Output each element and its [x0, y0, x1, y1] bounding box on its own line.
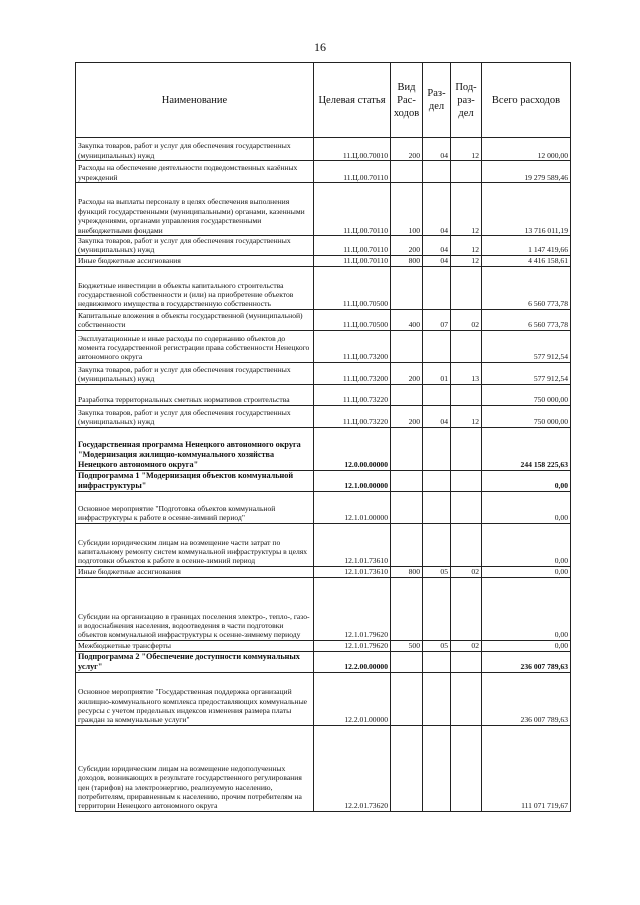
row-section [423, 427, 451, 470]
table-row [76, 672, 571, 725]
row-expense-type: 400 [391, 309, 423, 330]
row-name: Государственная программа Ненецкого автономного округа "Модернизация жилищно-коммунального хозяйства Ненецкого автономного округа" [76, 427, 314, 470]
row-total: 0,00 [482, 470, 571, 491]
row-name: Основное мероприятие "Подготовка объектов коммунальной инфраструктуры к работе в осенне-зимний период" [76, 491, 314, 523]
table-row [76, 330, 571, 362]
row-subsection [451, 672, 482, 725]
row-section: 01 [423, 362, 451, 384]
row-expense-type: 200 [391, 138, 423, 161]
row-subsection [451, 161, 482, 183]
row-name: Подпрограмма 2 "Обеспечение доступности коммунальных услуг" [76, 651, 314, 672]
row-target-article: 11.Ц.00.70500 [314, 309, 391, 330]
row-target-article: 11.Ц.00.70500 [314, 266, 391, 309]
table-row [76, 309, 571, 330]
table-row [76, 255, 571, 266]
row-subsection [451, 266, 482, 309]
row-total: 0,00 [482, 640, 571, 651]
row-section [423, 266, 451, 309]
row-section [423, 523, 451, 566]
row-target-article: 11.Ц.00.73200 [314, 330, 391, 362]
row-target-article: 12.2.01.00000 [314, 672, 391, 725]
row-target-article: 12.2.01.73620 [314, 725, 391, 811]
row-subsection: 13 [451, 362, 482, 384]
row-subsection [451, 491, 482, 523]
table-row [76, 362, 571, 384]
row-total: 12 000,00 [482, 138, 571, 161]
table-row [76, 266, 571, 309]
row-expense-type: 200 [391, 236, 423, 256]
row-subsection [451, 725, 482, 811]
row-subsection [451, 384, 482, 405]
row-section: 04 [423, 405, 451, 427]
row-section [423, 491, 451, 523]
row-expense-type [391, 651, 423, 672]
row-target-article: 12.0.00.00000 [314, 427, 391, 470]
header-subsection: Под-раз-дел [451, 63, 482, 138]
row-section: 04 [423, 255, 451, 266]
row-name: Межбюджетные трансферты [76, 640, 314, 651]
row-total: 577 912,54 [482, 362, 571, 384]
row-name: Закупка товаров, работ и услуг для обеспечения государственных (муниципальных) нужд [76, 138, 314, 161]
row-total: 236 007 789,63 [482, 651, 571, 672]
row-target-article: 12.2.00.00000 [314, 651, 391, 672]
header-total: Всего расходов [482, 63, 571, 138]
row-total: 6 560 773,78 [482, 266, 571, 309]
table-row [76, 566, 571, 577]
row-expense-type [391, 470, 423, 491]
row-name: Закупка товаров, работ и услуг для обеспечения государственных (муниципальных) нужд [76, 236, 314, 256]
table-row [76, 470, 571, 491]
row-subsection: 12 [451, 183, 482, 236]
row-section [423, 384, 451, 405]
row-target-article: 11.Ц.00.73220 [314, 384, 391, 405]
row-expense-type: 200 [391, 362, 423, 384]
row-name: Бюджетные инвестиции в объекты капитального строительства государственной собственности и (или) на приобретение объектов недвижимого имущества в государственную собственность [76, 266, 314, 309]
row-total: 750 000,00 [482, 384, 571, 405]
row-target-article: 11.Ц.00.70110 [314, 255, 391, 266]
row-expense-type: 500 [391, 640, 423, 651]
table-row [76, 138, 571, 161]
row-target-article: 12.1.01.73610 [314, 566, 391, 577]
header-section: Раз-дел [423, 63, 451, 138]
row-name: Субсидии юридическим лицам на возмещение недополученных доходов, возникающих в результате государственного регулирования цен (тарифов) на электроэнергию, реализуемую населению, потребителям, приравненным к населению, прочим потребителям на территории Ненецкого автономного округа [76, 725, 314, 811]
row-total: 13 716 011,19 [482, 183, 571, 236]
row-total: 236 007 789,63 [482, 672, 571, 725]
row-target-article: 11.Ц.00.73220 [314, 405, 391, 427]
row-section: 04 [423, 138, 451, 161]
row-section: 05 [423, 566, 451, 577]
header-expense-type: Вид Рас-ходов [391, 63, 423, 138]
row-name: Разработка территориальных сметных нормативов строительства [76, 384, 314, 405]
row-name: Закупка товаров, работ и услуг для обеспечения государственных (муниципальных) нужд [76, 405, 314, 427]
row-subsection [451, 577, 482, 640]
row-expense-type [391, 523, 423, 566]
row-expense-type [391, 161, 423, 183]
row-expense-type [391, 577, 423, 640]
row-total: 244 158 225,63 [482, 427, 571, 470]
row-target-article: 12.1.01.73610 [314, 523, 391, 566]
row-name: Закупка товаров, работ и услуг для обеспечения государственных (муниципальных) нужд [76, 362, 314, 384]
row-total: 111 071 719,67 [482, 725, 571, 811]
page-number: 16 [314, 40, 326, 54]
header-name: Наименование [76, 63, 314, 138]
table-row [76, 491, 571, 523]
row-target-article: 11.Ц.00.70110 [314, 183, 391, 236]
row-name: Подпрограмма 1 "Модернизация объектов коммунальной инфраструктуры" [76, 470, 314, 491]
row-subsection: 12 [451, 138, 482, 161]
row-total: 0,00 [482, 577, 571, 640]
row-total: 577 912,54 [482, 330, 571, 362]
row-subsection [451, 651, 482, 672]
row-expense-type: 100 [391, 183, 423, 236]
row-expense-type: 200 [391, 405, 423, 427]
row-total: 750 000,00 [482, 405, 571, 427]
row-total: 4 416 158,61 [482, 255, 571, 266]
table-row [76, 523, 571, 566]
row-name: Субсидии юридическим лицам на возмещение части затрат по капитальному ремонту систем коммунальной инфраструктуры в целях подготовки объектов к работе в осенне-зимний период [76, 523, 314, 566]
row-target-article: 12.1.01.79620 [314, 640, 391, 651]
row-name: Иные бюджетные ассигнования [76, 566, 314, 577]
row-name: Субсидии на организацию в границах поселения электро-, тепло-, газо- и водоснабжения населения, водоотведения в части подготовки объектов коммунальной инфраструктуры к осенне-зимнему периоду [76, 577, 314, 640]
row-total: 1 147 419,66 [482, 236, 571, 256]
table-header-row [76, 63, 571, 138]
row-name: Капитальные вложения в объекты государственной (муниципальной) собственности [76, 309, 314, 330]
row-expense-type [391, 266, 423, 309]
row-target-article: 11.Ц.00.70110 [314, 161, 391, 183]
row-subsection: 02 [451, 566, 482, 577]
table-row [76, 384, 571, 405]
header-target-article: Целевая статья [314, 63, 391, 138]
row-expense-type: 800 [391, 255, 423, 266]
row-subsection [451, 427, 482, 470]
row-target-article: 12.1.01.79620 [314, 577, 391, 640]
row-section [423, 161, 451, 183]
row-name: Расходы на обеспечение деятельности подведомственных казённых учреждений [76, 161, 314, 183]
row-section: 05 [423, 640, 451, 651]
row-expense-type [391, 427, 423, 470]
row-section [423, 330, 451, 362]
row-total: 0,00 [482, 566, 571, 577]
row-section [423, 470, 451, 491]
row-section: 07 [423, 309, 451, 330]
table-row [76, 236, 571, 256]
row-name: Основное мероприятие "Государственная поддержка организаций жилищно-коммунального комплекса предоставляющих коммунальные ресурсы с учетом предельных индексов изменения размера платы граждан за коммунальные услуги" [76, 672, 314, 725]
table-row [76, 183, 571, 236]
row-section [423, 725, 451, 811]
table-row [76, 651, 571, 672]
row-target-article: 11.Ц.00.70110 [314, 236, 391, 256]
row-section [423, 577, 451, 640]
row-expense-type [391, 725, 423, 811]
row-target-article: 11.Ц.00.70010 [314, 138, 391, 161]
row-name: Расходы на выплаты персоналу в целях обеспечения выполнения функций государственными (муниципальными) органами, казенными учреждениями, органами управления государственными внебюджетными фондами [76, 183, 314, 236]
table-row [76, 427, 571, 470]
budget-table [75, 62, 571, 812]
table-row [76, 161, 571, 183]
row-expense-type [391, 384, 423, 405]
row-subsection [451, 330, 482, 362]
row-subsection [451, 523, 482, 566]
row-total: 0,00 [482, 523, 571, 566]
row-subsection: 02 [451, 309, 482, 330]
row-total: 19 279 589,46 [482, 161, 571, 183]
row-total: 6 560 773,78 [482, 309, 571, 330]
row-section: 04 [423, 183, 451, 236]
row-section: 04 [423, 236, 451, 256]
row-subsection: 02 [451, 640, 482, 651]
row-subsection: 12 [451, 255, 482, 266]
row-expense-type: 800 [391, 566, 423, 577]
table-row [76, 405, 571, 427]
row-name: Иные бюджетные ассигнования [76, 255, 314, 266]
row-section [423, 651, 451, 672]
row-section [423, 672, 451, 725]
row-target-article: 12.1.01.00000 [314, 491, 391, 523]
row-total: 0,00 [482, 491, 571, 523]
table-row [76, 640, 571, 651]
row-name: Эксплуатационные и иные расходы по содержанию объектов до момента государственной регистрации права собственности Ненецкого автономного округа [76, 330, 314, 362]
row-subsection [451, 470, 482, 491]
row-expense-type [391, 491, 423, 523]
table-row [76, 725, 571, 811]
row-expense-type [391, 330, 423, 362]
row-subsection: 12 [451, 236, 482, 256]
row-expense-type [391, 672, 423, 725]
row-target-article: 12.1.00.00000 [314, 470, 391, 491]
table-row [76, 577, 571, 640]
row-target-article: 11.Ц.00.73200 [314, 362, 391, 384]
row-subsection: 12 [451, 405, 482, 427]
